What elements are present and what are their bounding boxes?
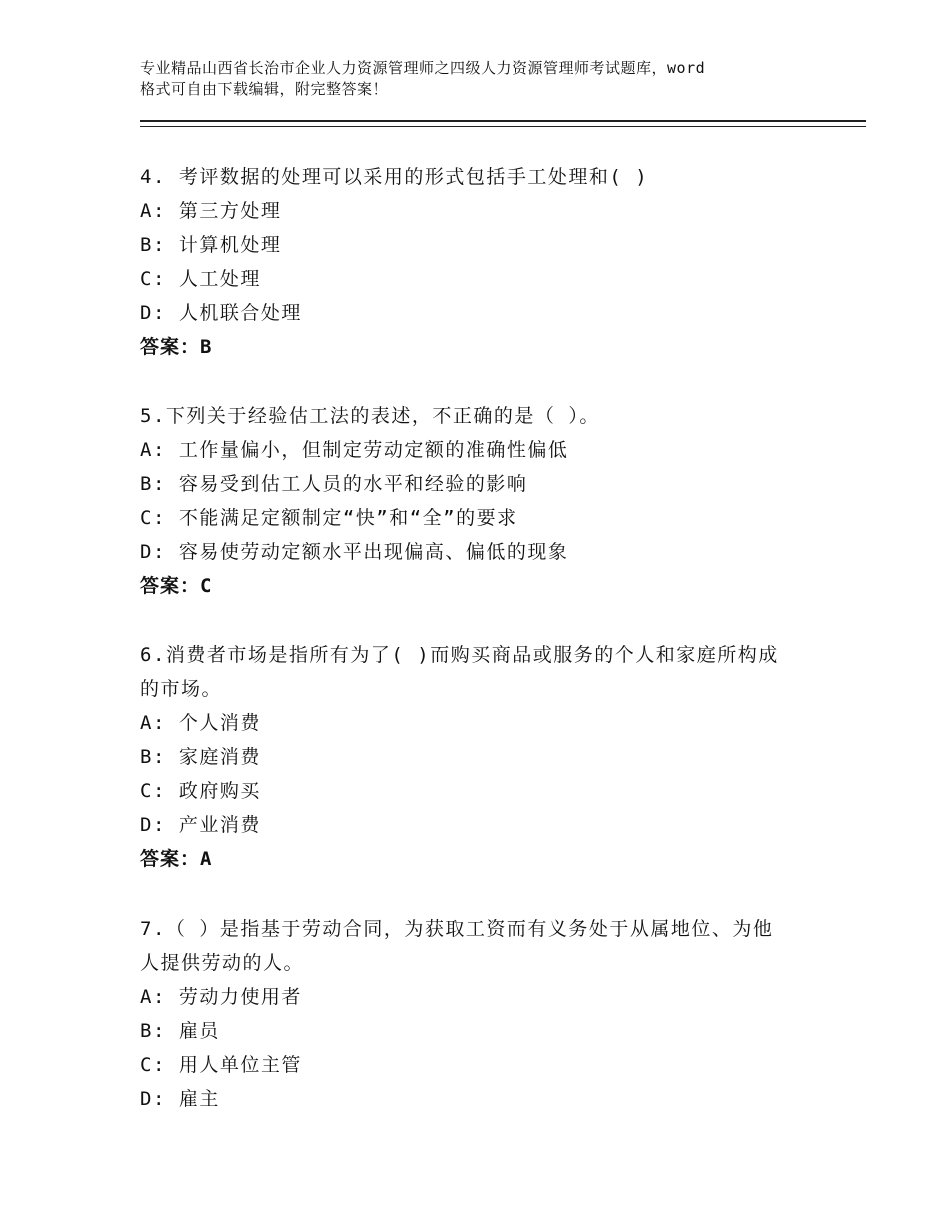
option-d: D: 雇主	[140, 1088, 220, 1110]
question-4	[140, 160, 830, 364]
answer-value: B	[200, 336, 213, 358]
option-c: C: 人工处理	[140, 268, 261, 290]
header-divider-thick	[140, 120, 866, 122]
answer-label: 答案：	[140, 848, 201, 870]
answer-label: 答案：	[140, 336, 201, 358]
question-stem: 5.下列关于经验估工法的表述，不正确的是（ ）。	[140, 405, 600, 427]
question-stem-line-1: 7.（ ）是指基于劳动合同，为获取工资而有义务处于从属地位、为他	[140, 918, 774, 940]
answer	[140, 330, 830, 364]
option-d: D: 产业消费	[140, 814, 261, 836]
option-a: A: 劳动力使用者	[140, 986, 302, 1008]
option-a: A: 第三方处理	[140, 200, 282, 222]
header-line-1: 专业精品山西省长治市企业人力资源管理师之四级人力资源管理师考试题库，word	[140, 59, 706, 77]
option-b: B: 家庭消费	[140, 746, 261, 768]
answer-label: 答案：	[140, 575, 201, 597]
header-divider-thin	[140, 126, 866, 127]
option-c: C: 政府购买	[140, 780, 261, 802]
answer-value: A	[200, 848, 213, 870]
question-stem: 4. 考评数据的处理可以采用的形式包括手工处理和( )	[140, 166, 649, 188]
option-d: D: 人机联合处理	[140, 302, 302, 324]
question-5	[140, 399, 830, 603]
header-line-2: 格式可自由下载编辑，附完整答案！	[140, 80, 389, 98]
option-c: C: 不能满足定额制定“快”和“全”的要求	[140, 507, 518, 529]
option-b: B: 容易受到估工人员的水平和经验的影响	[140, 473, 528, 495]
option-b: B: 计算机处理	[140, 234, 282, 256]
option-b: B: 雇员	[140, 1020, 220, 1042]
question-stem-line-1: 6.消费者市场是指所有为了( )而购买商品或服务的个人和家庭所构成	[140, 644, 779, 666]
option-a: A: 个人消费	[140, 712, 261, 734]
option-d: D: 容易使劳动定额水平出现偏高、偏低的现象	[140, 541, 569, 563]
answer	[140, 842, 830, 876]
question-stem-line-2: 的市场。	[140, 678, 223, 700]
question-7	[140, 912, 830, 1116]
question-stem-line-2: 人提供劳动的人。	[140, 952, 305, 974]
document-header	[140, 58, 830, 100]
answer	[140, 569, 830, 603]
option-a: A: 工作量偏小，但制定劳动定额的准确性偏低	[140, 439, 569, 461]
question-6	[140, 638, 830, 876]
answer-value: C	[200, 575, 213, 597]
option-c: C: 用人单位主管	[140, 1054, 302, 1076]
